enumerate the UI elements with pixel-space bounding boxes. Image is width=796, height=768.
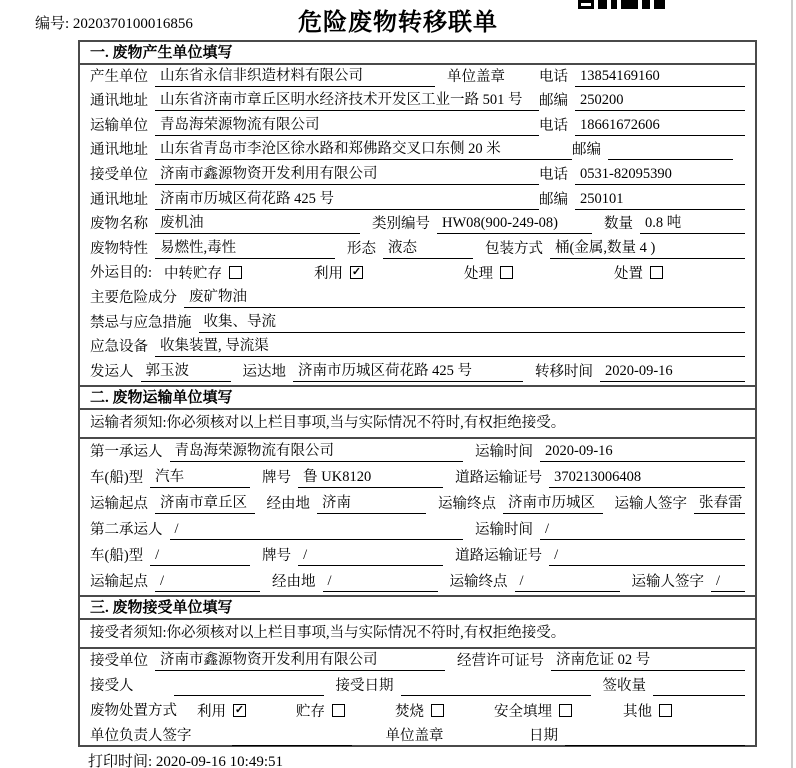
transfer-date-label: 转移时间	[535, 363, 593, 380]
zip-label: 邮编	[572, 142, 601, 159]
origin-label: 运输起点	[90, 573, 148, 590]
checkbox-label: 安全填埋	[494, 703, 552, 720]
purpose-option-transfer-storage	[164, 262, 314, 283]
checkbox-label: 处置	[614, 266, 644, 283]
qr-block	[642, 0, 650, 9]
purpose-option-utilize	[314, 262, 464, 283]
scan-page-edge	[791, 0, 793, 768]
receiver-notice: 接受者须知:你必须核对以上栏目事项,当与实际情况不符时,有权拒绝接受。	[80, 620, 755, 649]
print-timestamp	[88, 750, 283, 768]
producer-address-value: 山东省济南市章丘区明水经济技术开发区工业一路 501 号	[155, 88, 539, 111]
checkbox	[650, 266, 663, 279]
form-label: 形态	[347, 240, 376, 257]
carrier2-permit-value: /	[549, 547, 745, 566]
carrier1-plate-value: 鲁 UK8120	[298, 465, 443, 488]
shipper-label: 发运人	[90, 363, 134, 380]
qr-block	[621, 0, 638, 9]
purpose-label: 外运目的:	[90, 265, 153, 282]
traits-label: 废物特性	[90, 240, 148, 257]
checkbox	[500, 266, 513, 279]
carrier1-label: 第一承运人	[90, 443, 163, 460]
transporter-address-value: 山东省青岛市李沧区徐水路和郑佛路交叉口东侧 20 米	[155, 137, 572, 160]
hazard-label: 主要危险成分	[90, 289, 177, 306]
checkbox	[229, 266, 242, 279]
serial-value: 2020370100016856	[72, 16, 193, 32]
shipper-value: 郭玉波	[141, 359, 231, 382]
carrier1-end-value: 济南市历城区	[503, 491, 603, 514]
hazard-value: 废矿物油	[184, 285, 745, 308]
section2-title: 二. 废物运输单位填写	[80, 385, 755, 410]
accept-unit-label: 接受单位	[90, 652, 148, 669]
permit-label: 道路运输证号	[455, 547, 543, 564]
row-carrier1	[80, 439, 755, 465]
carrier2-end-value: /	[515, 573, 620, 592]
row-receiver	[80, 163, 755, 188]
qr-block	[578, 0, 594, 9]
disposal-label: 废物处置方式	[90, 702, 177, 719]
row-waste-name	[80, 213, 755, 238]
license-label: 经营许可证号	[457, 652, 544, 669]
seal-label: 单位盖章	[447, 68, 505, 85]
taboo-label: 禁忌与应急措施	[90, 314, 192, 331]
transport-time-label: 运输时间	[475, 443, 533, 460]
row-carrier1-route	[80, 491, 755, 517]
carrier2-label: 第二承运人	[90, 521, 163, 538]
row-producer	[80, 65, 755, 90]
section-transporter	[80, 385, 755, 595]
carrier1-via-value: 济南	[317, 491, 426, 514]
row-carrier1-vehicle	[80, 465, 755, 491]
carrier2-plate-value: /	[298, 547, 443, 566]
carrier2-sign-value: /	[711, 573, 745, 592]
checkbox-checked: ✓	[234, 703, 245, 716]
acceptor-label: 接受人	[90, 677, 134, 694]
row-receiver-address	[80, 188, 755, 213]
receiver-zip-value: 250101	[575, 191, 745, 210]
row-carrier2-vehicle	[80, 543, 755, 569]
row-purpose	[80, 262, 755, 287]
checkbox	[559, 704, 572, 717]
via-label: 经由地	[272, 573, 316, 590]
packaging-value: 桶(金属,数量 4 )	[550, 236, 745, 259]
disposal-option-store	[296, 700, 381, 721]
accept-date-value	[401, 677, 591, 696]
phone-label: 电话	[539, 166, 568, 183]
phone-label: 电话	[539, 68, 568, 85]
carrier1-value: 青岛海荣源物流有限公司	[170, 439, 464, 462]
carrier2-origin-value: /	[155, 573, 260, 592]
received-qty-value	[653, 677, 745, 696]
print-time-label: 打印时间:	[88, 754, 153, 768]
vehicle-label: 车(船)型	[90, 469, 144, 486]
phone-label: 电话	[539, 117, 568, 134]
equipment-value: 收集装置, 导流渠	[155, 334, 745, 357]
end-label: 运输终点	[437, 495, 496, 512]
row-waste-traits	[80, 237, 755, 262]
row-transporter-address	[80, 139, 755, 164]
received-qty-label: 签收量	[602, 677, 646, 694]
checkbox-checked: ✓	[351, 266, 362, 279]
transporter-value: 青岛海荣源物流有限公司	[155, 113, 539, 136]
transporter-label: 运输单位	[90, 117, 148, 134]
disposal-option-landfill	[494, 700, 609, 721]
checkbox	[659, 704, 672, 717]
end-label: 运输终点	[449, 573, 508, 590]
checkbox-label: 其他	[623, 703, 652, 720]
receiver-address-value: 济南市历城区荷花路 425 号	[155, 187, 539, 210]
destination-value: 济南市历城区荷花路 425 号	[293, 359, 523, 382]
section3-title: 三. 废物接受单位填写	[80, 595, 755, 620]
disposal-option-incinerate	[395, 700, 480, 721]
carrier2-time-value: /	[540, 521, 745, 540]
carrier2-vehicle-value: /	[150, 547, 250, 566]
carrier2-value: /	[170, 521, 464, 540]
manager-sign-value	[232, 727, 352, 746]
transport-time-label: 运输时间	[475, 521, 533, 538]
waste-name-label: 废物名称	[90, 216, 148, 233]
row-shipper	[80, 360, 755, 385]
transfer-date-value: 2020-09-16	[600, 363, 745, 382]
vehicle-label: 车(船)型	[90, 547, 144, 564]
seal-label: 单位盖章	[385, 727, 444, 744]
quantity-value: 0.8 吨	[640, 211, 745, 234]
checkbox-label: 贮存	[296, 703, 325, 720]
producer-zip-value: 250200	[575, 92, 745, 111]
carrier1-origin-value: 济南市章丘区	[155, 491, 255, 514]
zip-label: 邮编	[539, 93, 568, 110]
producer-phone-value: 13854169160	[575, 68, 745, 87]
address-label: 通讯地址	[90, 142, 148, 159]
zip-label: 邮编	[539, 191, 568, 208]
qr-block	[654, 0, 665, 9]
purpose-option-dispose	[614, 262, 663, 283]
sign-label: 运输人签字	[614, 495, 688, 512]
checkbox-label: 中转贮存	[164, 266, 223, 283]
manager-sign-label: 单位负责人签字	[90, 727, 192, 744]
date-value	[565, 727, 745, 746]
receiver-label: 接受单位	[90, 166, 148, 183]
row-taboo	[80, 311, 755, 336]
checkbox-label: 处理	[464, 266, 494, 283]
receiver-phone-value: 0531-82095390	[575, 166, 745, 185]
row-accept-unit	[80, 649, 755, 674]
taboo-value: 收集、导流	[199, 310, 746, 333]
carrier1-time-value: 2020-09-16	[540, 443, 745, 462]
qr-block	[611, 0, 617, 9]
section-producer	[80, 42, 755, 385]
qr-code-fragment	[578, 0, 665, 9]
row-acceptor	[80, 674, 755, 699]
row-carrier2	[80, 517, 755, 543]
row-hazard	[80, 286, 755, 311]
quantity-label: 数量	[604, 216, 633, 233]
category-value: HW08(900-249-08)	[437, 215, 592, 234]
transporter-zip-value	[608, 141, 733, 160]
section-receiver	[80, 595, 755, 749]
transporter-phone-value: 18661672606	[575, 117, 745, 136]
carrier1-permit-value: 370213006408	[549, 469, 745, 488]
date-label: 日期	[529, 727, 558, 744]
plate-label: 牌号	[262, 469, 292, 486]
row-transporter	[80, 114, 755, 139]
producer-label: 产生单位	[90, 68, 148, 85]
checkbox	[332, 704, 345, 717]
print-time-value: 2020-09-16 10:49:51	[155, 754, 283, 768]
address-label: 通讯地址	[90, 93, 148, 110]
plate-label: 牌号	[262, 547, 292, 564]
checkbox-label: 焚烧	[395, 703, 424, 720]
carrier2-via-value: /	[323, 573, 438, 592]
sign-label: 运输人签字	[631, 573, 704, 590]
waste-name-value: 废机油	[155, 211, 360, 234]
category-label: 类别编号	[372, 216, 430, 233]
page-title: 危险废物转移联单	[298, 10, 498, 36]
row-producer-address	[80, 90, 755, 115]
license-value: 济南危证 02 号	[551, 648, 745, 671]
checkbox-label: 利用	[314, 266, 344, 283]
accept-unit-value: 济南市鑫源物资开发利用有限公司	[155, 648, 445, 671]
row-disposal	[80, 699, 755, 724]
transporter-notice: 运输者须知:你必须核对以上栏目事项,当与实际情况不符时,有权拒绝接受。	[80, 410, 755, 439]
origin-label: 运输起点	[90, 495, 148, 512]
row-carrier2-route	[80, 569, 755, 595]
via-label: 经由地	[266, 495, 311, 512]
checkbox	[431, 704, 444, 717]
address-label: 通讯地址	[90, 191, 148, 208]
serial-label: 编号:	[35, 16, 70, 32]
purpose-option-treat	[464, 262, 614, 283]
disposal-option-utilize	[197, 700, 282, 721]
traits-value: 易燃性,毒性	[155, 236, 335, 259]
packaging-label: 包装方式	[485, 240, 543, 257]
row-manager-sign	[80, 724, 755, 749]
manifest-form	[78, 40, 757, 747]
producer-value: 山东省永信非织造材料有限公司	[155, 64, 435, 87]
accept-date-label: 接受日期	[335, 677, 394, 694]
destination-label: 运达地	[242, 363, 286, 380]
permit-label: 道路运输证号	[455, 469, 543, 486]
disposal-option-other	[623, 700, 672, 721]
qr-block	[598, 0, 607, 9]
receiver-value: 济南市鑫源物资开发利用有限公司	[155, 162, 539, 185]
carrier1-sign-value: 张春雷	[694, 491, 745, 514]
row-equipment	[80, 336, 755, 361]
checkbox-label: 利用	[197, 703, 226, 720]
acceptor-value	[174, 677, 324, 696]
carrier1-vehicle-value: 汽车	[150, 465, 250, 488]
equipment-label: 应急设备	[90, 339, 148, 356]
form-value: 液态	[383, 236, 473, 259]
section1-title: 一. 废物产生单位填写	[80, 42, 755, 65]
